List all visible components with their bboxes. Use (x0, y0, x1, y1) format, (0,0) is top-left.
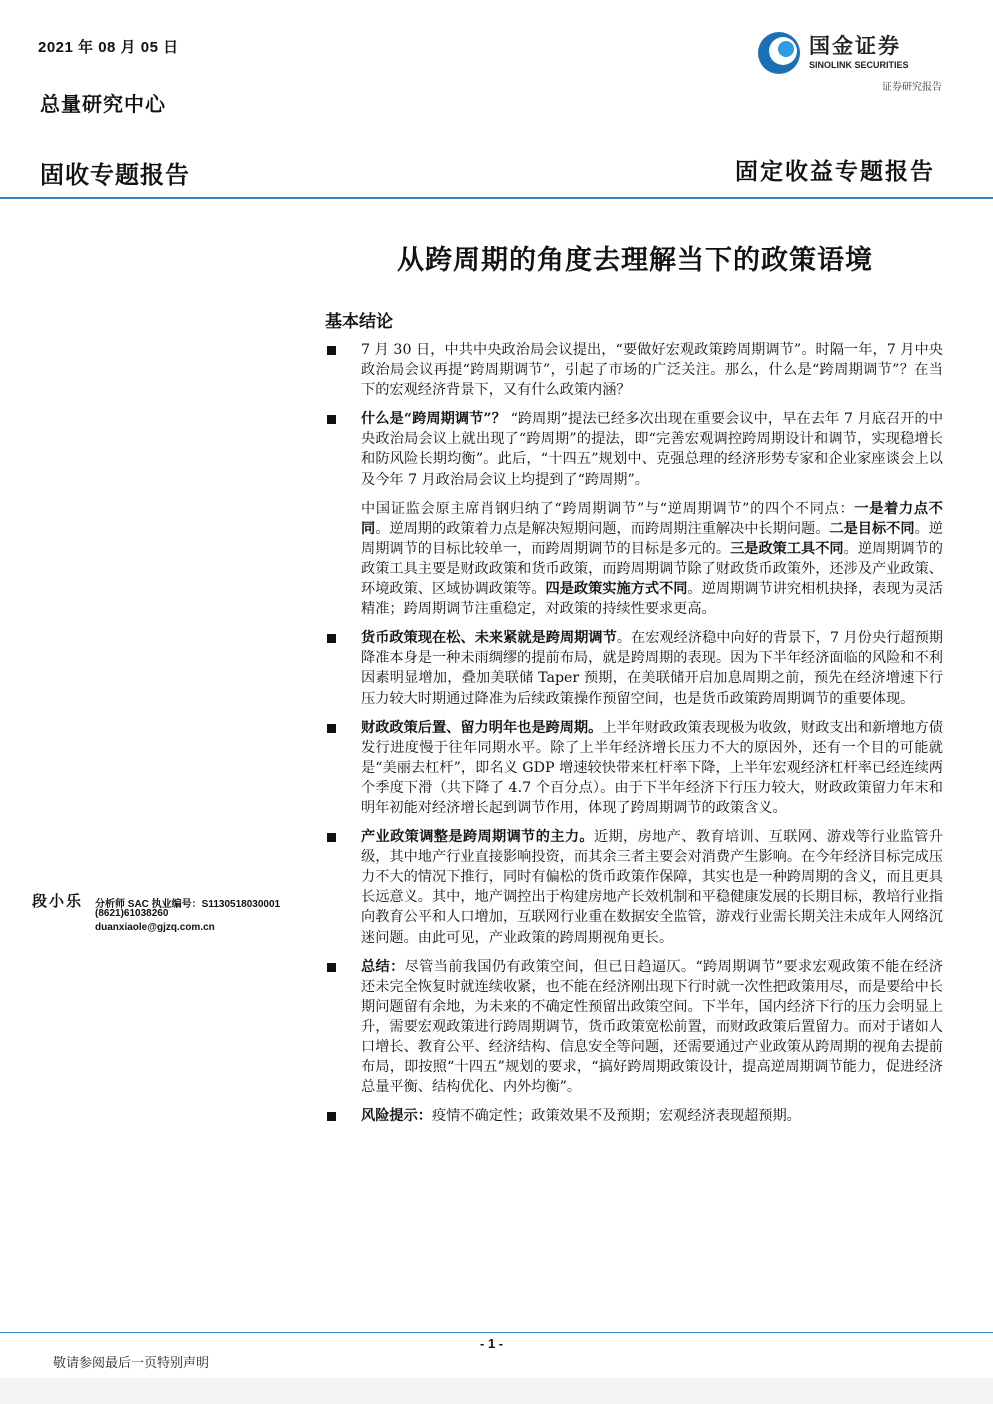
report-body (325, 340, 943, 1135)
item-lead: 风险提示： (361, 1108, 432, 1125)
bottom-band (0, 1378, 993, 1404)
list-item (325, 628, 943, 708)
item-text: 。在宏观经济稳中向好的背景下，7 月份央行超预期降准本身是一种未雨绸缪的提前布局，就是跨周期的表现。因为下半年经济面临的风险和不利因素明显增加，叠加美联储 Taper 预期，在美联储开启加息周期之前，预先在经济增速下行压力较大时期通过降准为后续政策操作预留空间，也是货币政策跨周期调节的重要体现。 (361, 630, 943, 707)
list-item (325, 827, 943, 948)
para-emphasis: 一是着力点不同 (361, 500, 943, 537)
item-text: 尽管当前我国仍有政策空间，但已日趋逼仄。“跨周期调节”要求宏观政策不能在经济还未完全恢复时就连续收紧，也不能在经济刚出现下行时就一次性把政策用尽，而是要给中长期问题留有余地，为未来的不确定性预留出政策空间。下半年，国内经济下行的压力会明显上升，需要宏观政策进行跨周期调节，货币政策宽松前置，而财政政策后置留力。而对于诸如人口增长、教育公平、经济结构、信息安全等问题，还需要通过产业政策从跨周期的视角去提前布局，即按照“十四五”规划的要求，“搞好跨周期政策设计，提高逆周期调节能力，促进经济总量平衡、结构优化、内外均衡”。 (361, 958, 943, 1096)
square-bullet-icon (327, 1112, 336, 1121)
research-center-name: 总量研究中心 (40, 92, 166, 116)
header-divider (0, 197, 993, 199)
item-text: 7 月 30 日，中共中央政治局会议提出，“要做好宏观政策跨周期调节”。时隔一年，7 月中央政治局会议再提“跨周期调节”，引起了市场的广泛关注。那么，什么是“跨周期调节”？在当下的宏观经济背景下，又有什么政策内涵？ (361, 342, 943, 399)
para-text: 。逆周期调节讲究相机抉择，表现为灵活精准；跨周期调节注重稳定，对政策的持续性要求更高。 (361, 581, 943, 618)
logo-name-en: SINOLINK SECURITIES (809, 60, 909, 70)
logo-subtitle: 证券研究报告 (882, 82, 942, 93)
company-logo (756, 30, 946, 94)
list-item (325, 409, 943, 489)
para-text: 。逆周期调节的政策工具主要是财政政策和货币政策，而跨周期调节除了财政货币政策外，还涉及产业政策、环境政策、区域协调政策等。 (361, 540, 943, 598)
square-bullet-icon (327, 415, 336, 424)
logo-name-cn: 国金证券 (809, 34, 901, 58)
para-text: 。逆周期的政策着力点是解决短期问题，而跨周期注重解决中长期问题。 (375, 520, 830, 537)
footer-divider (0, 1332, 993, 1333)
analyst-email[interactable]: duanxiaole@gjzq.com.cn (95, 922, 215, 933)
item-lead: 什么是“跨周期调节”？ (361, 411, 506, 428)
square-bullet-icon (327, 724, 336, 733)
analyst-cert: 分析师 SAC 执业编号：S1130518030001 (95, 899, 281, 910)
item-lead: 财政政策后置、留力明年也是跨周期。 (361, 719, 603, 736)
item-lead: 货币政策现在松、未来紧就是跨周期调节 (361, 630, 617, 647)
item-text: 近期，房地产、教育培训、互联网、游戏等行业监管升级，其中地产行业直接影响投资，而其余三者主要会对消费产生影响。在今年经济目标完成压力不大的情况下推行，同时有偏松的货币政策作保障，其实也是一种跨周期的含义，而且更具长远意义。其中，地产调控出于构建房地产长效机制和平稳健康发展的长期目标，教培行业指向教育公平和人口增加，互联网行业重在数据安全监管，游戏行业需长期关注未成年人网络沉迷问题。由此可见，产业政策的跨周期视角更长。 (361, 829, 943, 946)
analyst-phone: (8621)61038260 (95, 908, 169, 919)
item-text: “跨周期”提法已经多次出现在重要会议中，早在去年 7 月底召开的中央政治局会议上就出现了“跨周期”的提法，即“完善宏观调控跨周期设计和调节，实现稳增长和防风险长期均衡”。此后，“十四五”规划中、克强总理的经济形势专家和企业家座谈会上以及今年 7 月政治局会议上均提到了“跨周期”。 (361, 411, 944, 488)
square-bullet-icon (327, 963, 336, 972)
para-emphasis: 四是政策实施方式不同 (545, 581, 688, 598)
square-bullet-icon (327, 833, 336, 842)
analyst-name: 段小乐 (32, 892, 84, 910)
comparison-paragraph (325, 499, 943, 620)
page-number: - 1 - (480, 1336, 504, 1351)
report-date: 2021 年 08 月 05 日 (38, 39, 179, 56)
list-item (325, 1106, 943, 1126)
list-item (325, 340, 943, 400)
report-type-left: 固收专题报告 (40, 161, 190, 189)
item-lead: 产业政策调整是跨周期调节的主力。 (361, 829, 594, 846)
item-lead: 总结： (361, 958, 405, 975)
sinolink-logo-icon (756, 30, 802, 76)
list-item (325, 718, 943, 818)
footer-disclaimer: 敬请参阅最后一页特别声明 (53, 1356, 210, 1371)
item-text: 上半年财政政策表现极为收敛，财政支出和新增地方债发行进度慢于往年同期水平。除了上半年经济增长压力不大的原因外，还有一个目的可能就是“美丽去杠杆”，即名义 GDP 增速较快带来杠杆率下降，上半年宏观经济杠杆率已经连续两个季度下滑（共下降了 4.7 个百分点）。由于下半年经济下行压力较大，财政政策留力年末和明年初能对经济增长起到调节作用，体现了跨周期调节的政策含义。 (361, 719, 943, 816)
para-emphasis: 三是政策工具不同 (730, 540, 844, 557)
list-item (325, 957, 943, 1098)
report-title: 从跨周期的角度去理解当下的政策语境 (397, 245, 873, 276)
para-text: 中国证监会原主席肖钢归纳了“跨周期调节”与“逆周期调节”的四个不同点： (361, 500, 855, 517)
square-bullet-icon (327, 634, 336, 643)
square-bullet-icon (327, 346, 336, 355)
para-emphasis: 二是目标不同 (829, 520, 915, 537)
section-heading: 基本结论 (325, 312, 393, 332)
report-type-right: 固定收益专题报告 (735, 158, 935, 185)
para-text: 。逆周期调节的目标比较单一，而跨周期调节的目标是多元的。 (361, 520, 943, 557)
item-text: 疫情不确定性；政策效果不及预期；宏观经济表现超预期。 (431, 1108, 801, 1125)
